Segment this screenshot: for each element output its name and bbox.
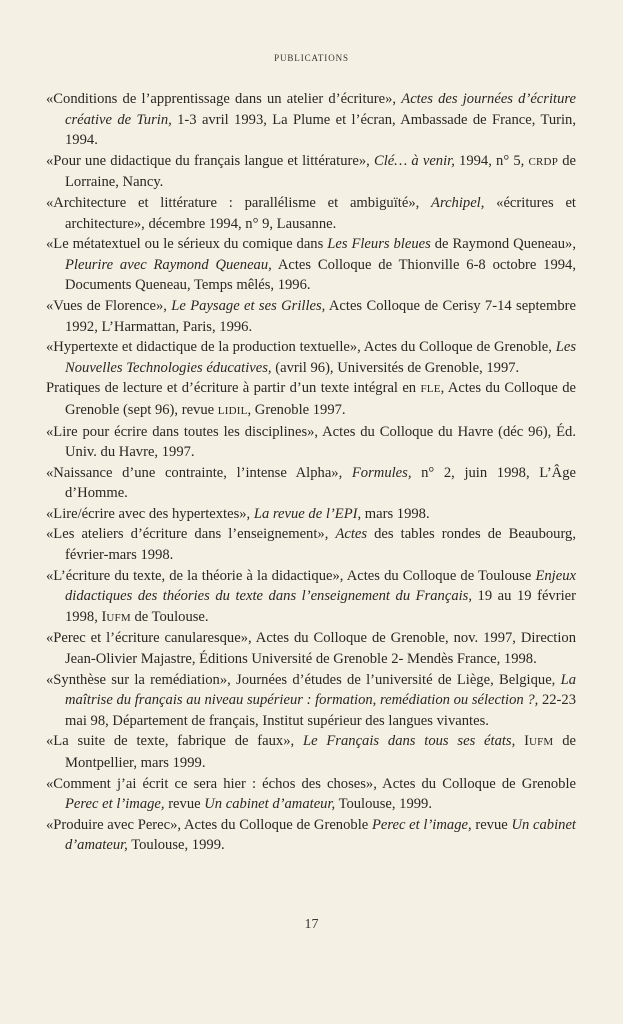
entry-title-italic: Perec et l’image, bbox=[371, 816, 472, 833]
publication-entry bbox=[46, 628, 576, 669]
entry-text: , Grenoble 1997. bbox=[247, 401, 346, 418]
entry-text: 19 au 19 février 1998, I bbox=[65, 588, 576, 625]
publication-entry bbox=[46, 234, 576, 296]
entry-text: n° 2, juin 1998, L’Âge d’Homme. bbox=[65, 464, 576, 502]
publication-entry bbox=[46, 89, 576, 151]
entry-text: «Lire pour écrire dans toutes les disciplines», Actes du Colloque du Havre (déc 96), Éd. Univ. du Havre, 1997. bbox=[46, 423, 576, 461]
publication-entry bbox=[46, 193, 576, 234]
entry-text: UFM bbox=[106, 611, 131, 624]
entry-text: FLE bbox=[420, 383, 441, 396]
entry-text: Toulouse, 1999. bbox=[335, 796, 432, 813]
entry-title-italic: Actes des journées d’écriture créative de Turin, bbox=[65, 91, 576, 128]
publication-entry bbox=[46, 151, 576, 193]
entry-text: «Le métatextuel ou le sérieux du comique dans bbox=[46, 236, 328, 253]
entry-title-italic: Clé… à venir, bbox=[373, 152, 455, 169]
entry-title-italic: La revue de l’EPI, bbox=[253, 505, 362, 522]
page-number: 17 bbox=[304, 917, 319, 932]
bibliography-list bbox=[46, 89, 576, 856]
publication-entry bbox=[46, 422, 576, 463]
entry-title-italic: La maîtrise du français au niveau supérieur : formation, remédiation ou sélection ?, bbox=[65, 671, 576, 709]
entry-text: de Toulouse. bbox=[130, 608, 209, 625]
publication-entry bbox=[46, 504, 576, 525]
entry-text: 1994, n° 5, bbox=[454, 152, 529, 169]
publication-entry bbox=[46, 524, 576, 565]
entry-text: «Naissance d’une contrainte, l’intense Alpha», bbox=[46, 464, 352, 481]
entry-text: revue bbox=[164, 796, 205, 813]
entry-title-italic: Archipel, bbox=[431, 194, 485, 211]
entry-text: «Vues de Florence», bbox=[46, 297, 172, 314]
entry-title-italic: Un cabinet d’amateur, bbox=[65, 816, 576, 854]
entry-text: «Architecture et littérature : parallélisme et ambiguïté», bbox=[46, 194, 432, 211]
publication-entry bbox=[46, 296, 576, 337]
entry-text: «Perec et l’écriture canularesque», Actes du Colloque de Grenoble, nov. 1997, Direction Jean-Olivier Majastre, Éditions Université de Grenoble 2- Mendès France, 1998. bbox=[46, 630, 576, 668]
entry-text: de Raymond Queneau», bbox=[430, 236, 576, 253]
entry-title-italic: Pleurire avec Raymond Queneau, bbox=[65, 256, 272, 273]
running-header: PUBLICATIONS bbox=[274, 53, 349, 63]
publication-entry bbox=[46, 815, 576, 856]
entry-text: «Lire/écrire avec des hypertextes», bbox=[46, 505, 254, 522]
publication-entry bbox=[46, 378, 576, 421]
entry-title-italic: Perec et l’image, bbox=[65, 796, 165, 813]
entry-text: «La suite de texte, fabrique de faux», bbox=[46, 733, 303, 750]
entry-title-italic: Actes bbox=[335, 526, 368, 543]
entry-text: Toulouse, 1999. bbox=[127, 837, 225, 854]
entry-text: LIDIL bbox=[217, 404, 248, 417]
entry-text: «écritures et architecture», décembre 1994, n° 9, Lausanne. bbox=[65, 194, 576, 232]
entry-text: «L’écriture du texte, de la théorie à la didactique», Actes du Colloque de Toulouse bbox=[46, 567, 536, 584]
publication-entry bbox=[46, 774, 576, 815]
entry-text: de Lorraine, Nancy. bbox=[65, 152, 576, 191]
entry-text: CRDP bbox=[528, 155, 559, 168]
entry-text: revue bbox=[471, 816, 512, 833]
entry-text: «Hypertexte et didactique de la production textuelle», Actes du Colloque de Grenoble, bbox=[46, 339, 556, 356]
entry-text: «Conditions de l’apprentissage dans un atelier d’écriture», bbox=[46, 91, 402, 107]
entry-text: «Les ateliers d’écriture dans l’enseignement», bbox=[46, 526, 336, 543]
entry-text: «Comment j’ai écrit ce sera hier : échos des choses», Actes du Colloque de Grenoble bbox=[46, 775, 576, 792]
publication-entry bbox=[46, 566, 576, 629]
entry-title-italic: Les Fleurs bleues bbox=[327, 236, 431, 253]
publication-entry bbox=[46, 670, 576, 732]
entry-title-italic: Le Français dans tous ses états, bbox=[302, 733, 516, 750]
entry-title-italic: Le Paysage et ses Grilles, bbox=[171, 297, 326, 314]
entry-text: (avril 96), Universités de Grenoble, 1997. bbox=[271, 359, 520, 376]
entry-text: I bbox=[515, 733, 529, 750]
entry-text: 22-23 mai 98, Département de français, Institut supérieur des langues vivantes. bbox=[65, 692, 577, 729]
entry-title-italic: Les Nouvelles Technologies éducatives, bbox=[65, 339, 576, 376]
entry-title-italic: Formules, bbox=[351, 464, 412, 481]
entry-text: «Produire avec Perec», Actes du Colloque de Grenoble bbox=[46, 816, 372, 833]
entry-text: Pratiques de lecture et d’écriture à partir d’un texte intégral en bbox=[46, 380, 421, 397]
entry-text: Actes Colloque de Thionville 6-8 octobre 1994, Documents Queneau, Temps mêlés, 1996. bbox=[65, 256, 577, 294]
entry-text: UFM bbox=[528, 736, 554, 749]
entry-title-italic: Un cabinet d’amateur, bbox=[204, 796, 336, 813]
publication-entry bbox=[46, 337, 576, 378]
entry-text: «Synthèse sur la remédiation», Journées d’études de l’université de Liège, Belgique, bbox=[46, 671, 561, 688]
entry-text: , Actes du Colloque de Grenoble (sept 96), revue bbox=[65, 380, 576, 418]
publication-entry bbox=[46, 463, 576, 504]
entry-text: «Pour une didactique du français langue et littérature», bbox=[46, 152, 374, 169]
entry-text: mars 1998. bbox=[361, 505, 430, 522]
entry-text: des tables rondes de Beaubourg, février-mars 1998. bbox=[65, 526, 576, 564]
entry-title-italic: Enjeux didactiques des théories du texte dans l’enseignement du Français, bbox=[65, 567, 576, 605]
entry-text: Actes Colloque de Cerisy 7-14 septembre 1992, L’Harmattan, Paris, 1996. bbox=[65, 297, 577, 335]
entry-text: de Montpellier, mars 1999. bbox=[65, 733, 576, 771]
entry-text: 1-3 avril 1993, La Plume et l’écran, Ambassade de France, Turin, 1994. bbox=[65, 111, 576, 149]
publication-entry bbox=[46, 731, 576, 773]
